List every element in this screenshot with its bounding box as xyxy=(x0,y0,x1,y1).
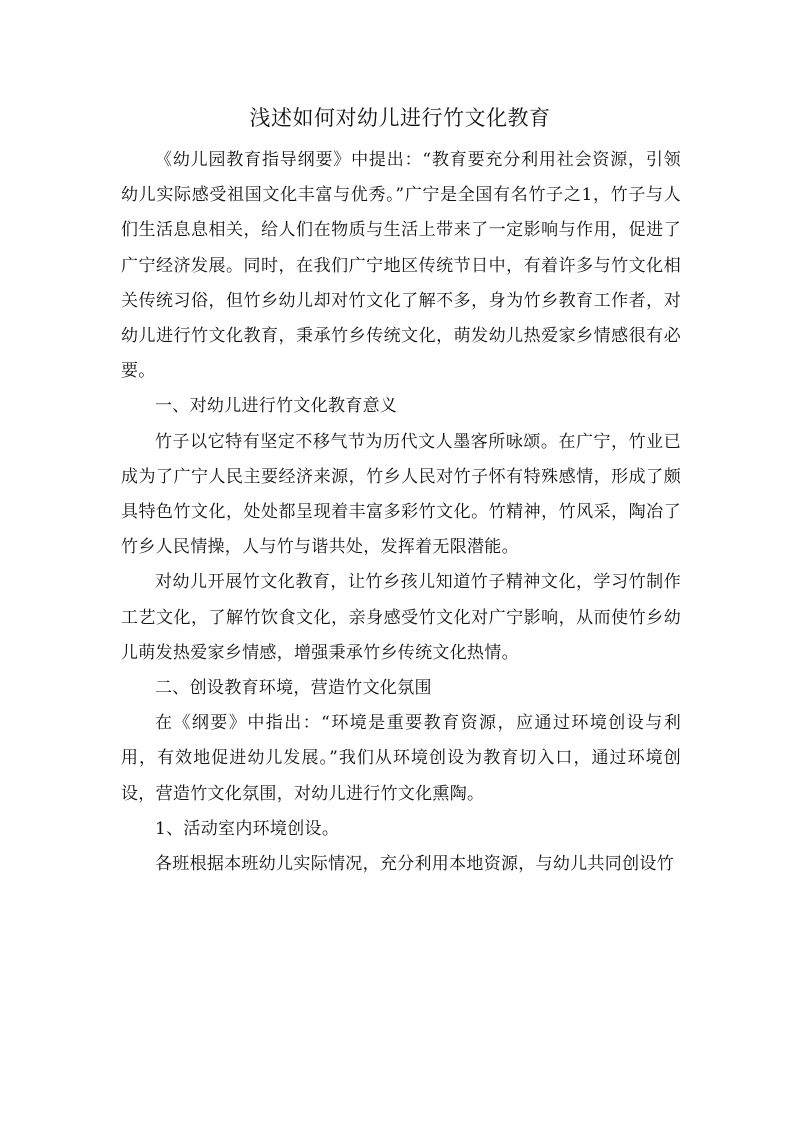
section-heading-1: 一、对幼儿进行竹文化教育意义 xyxy=(155,396,398,417)
subsection-1-paragraph-1: 各班根据本班幼儿实际情况，充分利用本地资源，与幼儿共同创设竹 xyxy=(155,854,674,875)
section-2-paragraph-1: 在《纲要》中指出：“环境是重要教育资源，应通过环境创设与利用，有效地促进幼儿发展。”我们从环境创设为教育切入口，通过环境创设，营造竹文化氛围，对幼儿进行竹文化熏陶。 xyxy=(121,713,681,804)
document-title: 浅述如何对幼儿进行竹文化教育 xyxy=(249,106,551,130)
document-body xyxy=(121,143,681,882)
intro-paragraph: 《幼儿园教育指导纲要》中提出：“教育要充分利用社会资源，引领幼儿实际感受祖国文化丰富与优秀。”广宁是全国有名竹子之1，竹子与人们生活息息相关，给人们在物质与生活上带来了一定影响与作用，促进了广宁经济发展。同时，在我们广宁地区传统节日中，有着许多与竹文化相关传统习俗，但竹乡幼儿却对竹文化了解不多，身为竹乡教育工作者，对幼儿进行竹文化教育，秉承竹乡传统文化，萌发幼儿热爱家乡情感很有必要。 xyxy=(121,150,681,382)
section-1-paragraph-2: 对幼儿开展竹文化教育，让竹乡孩儿知道竹子精神文化，学习竹制作工艺文化，了解竹饮食文化，亲身感受竹文化对广宁影响，从而使竹乡幼儿萌发热爱家乡情感，增强秉承竹乡传统文化热情。 xyxy=(121,572,681,663)
section-heading-2: 二、创设教育环境，营造竹文化氛围 xyxy=(155,678,432,699)
section-1-paragraph-1: 竹子以它特有坚定不移气节为历代文人墨客所咏颂。在广宁，竹业已成为了广宁人民主要经济来源，竹乡人民对竹子怀有特殊感情，形成了颇具特色竹文化，处处都呈现着丰富多彩竹文化。竹精神，竹风采，陶冶了竹乡人民情操，人与竹与谐共处，发挥着无限潜能。 xyxy=(121,431,681,558)
subsection-heading-1: 1、活动室内环境创设。 xyxy=(155,818,340,839)
